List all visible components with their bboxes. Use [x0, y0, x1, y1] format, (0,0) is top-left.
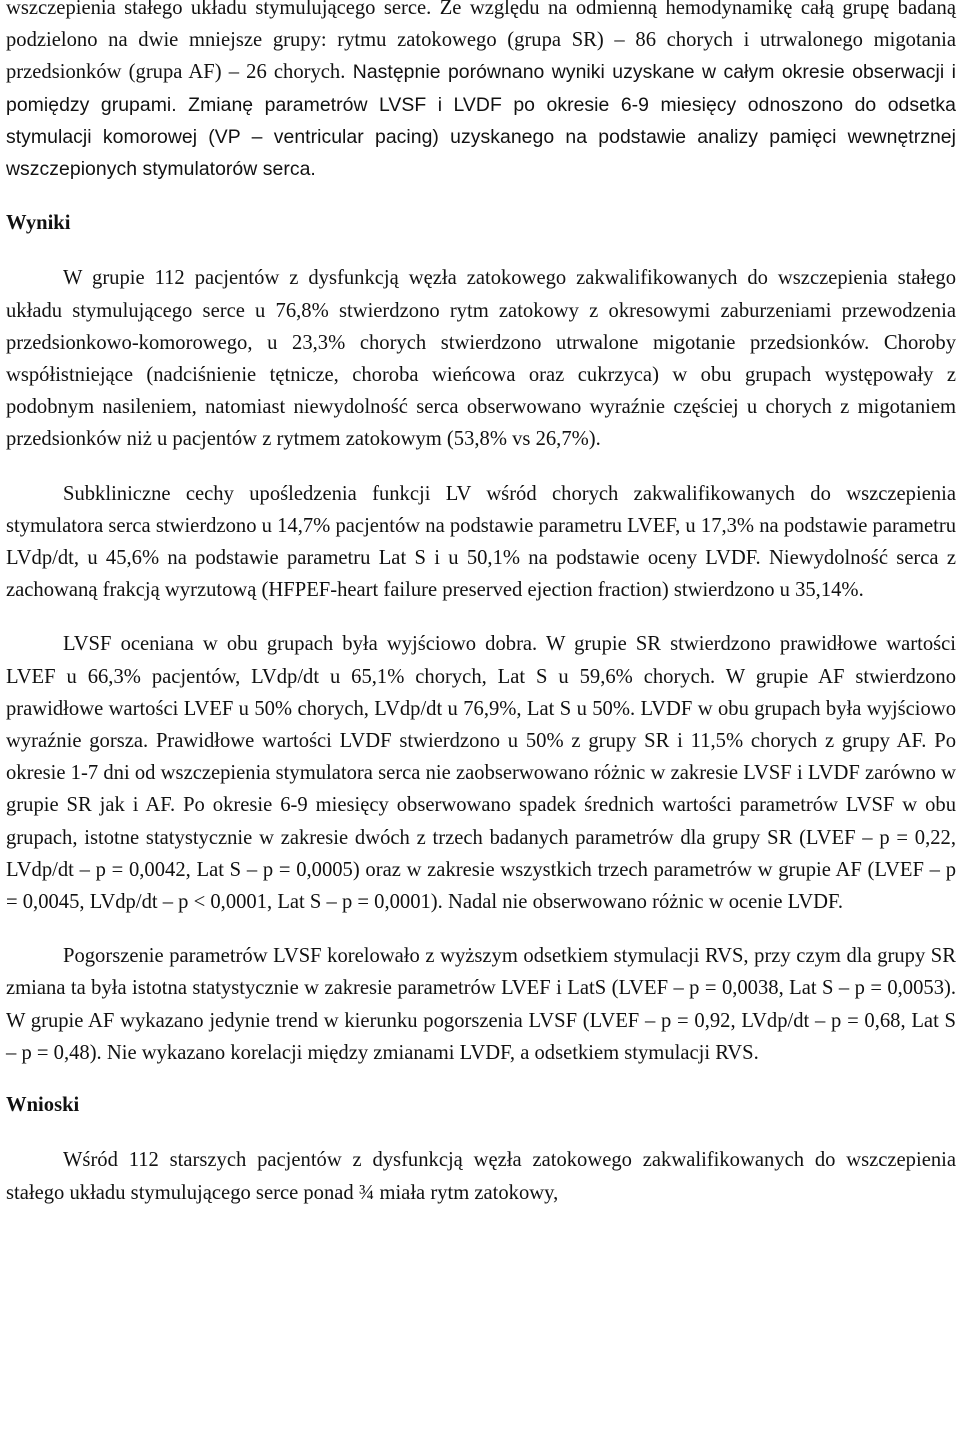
results-paragraph-4: Pogorszenie parametrów LVSF korelowało z wyższym odsetkiem stymulacji RVS, przy czym dla grupy SR zmiana ta była istotna statystycznie w zakresie parametrów LVEF i LatS (LVEF – p = 0,0038, Lat S – p = 0,0053). W grupie AF wykazano jedynie trend w kierunku pogorszenia LVSF (LVEF – p = 0,92, LVdp/dt – p = 0,68, Lat S – p = 0,48). Nie wykazano korelacji między zmianami LVDF, a odsetkiem stymulacji RVS.: [6, 945, 956, 1064]
results-heading: Wyniki: [6, 212, 71, 235]
results-paragraph-1: W grupie 112 pacjentów z dysfunkcją węzła zatokowego zakwalifikowanych do wszczepienia stałego układu stymulującego serce u 76,8% stwierdzono rytm zatokowy z okresowymi zaburzeniami przewodzenia przedsionkowo-komorowego, u 23,3% chorych stwierdzono utrwalone migotanie przedsionków. Choroby współistniejące (nadciśnienie tętnicze, choroba wieńcowa oraz cukrzyca) w obu grupach występowały z podobnym nasileniem, natomiast niewydolność serca obserwowano wyraźnie częściej u chorych z migotaniem przedsionków niż u pacjentów z rytmem zatokowym (53,8% vs 26,7%).: [6, 267, 956, 451]
results-paragraph-3: LVSF oceniana w obu grupach była wyjściowo dobra. W grupie SR stwierdzono prawidłowe wartości LVEF u 66,3% pacjentów, LVdp/dt u 65,1% chorych, Lat S u 59,6% chorych. W grupie AF stwierdzono prawidłowe wartości LVEF u 50% chorych, LVdp/dt u 76,9%, Lat S u 50%. LVDF w obu grupach była wyjściowo wyraźnie gorsza. Prawidłowe wartości LVDF stwierdzono u 50% z grupy SR i 11,5% chorych z grupy AF. Po okresie 1-7 dni od wszczepienia stymulatora serca nie zaobserwowano różnic w zakresie LVSF i LVDF zarówno w grupie SR jak i AF. Po okresie 6-9 miesięcy obserwowano spadek średnich wartości parametrów LVSF w obu grupach, istotne statystycznie w zakresie dwóch z trzech badanych parametrów dla grupy SR (LVEF – p = 0,22, LVdp/dt – p = 0,0042, Lat S – p = 0,0005) oraz w zakresie wszystkich trzech parametrów w grupie AF (LVEF – p = 0,0045, LVdp/dt – p < 0,0001, Lat S – p = 0,0001). Nadal nie obserwowano różnic w ocenie LVDF.: [6, 633, 956, 914]
methods-text-serif: wszczepienia stałego układu stymulującego serce. Ze względu na odmienną hemodynamikę całą grupę badaną podzielono na dwie mniejsze grupy: rytmu zatokowego (grupa SR) – 86 chorych i utrwalonego migotania przedsionków (grupa AF) – 26 chorych.: [6, 0, 956, 84]
conclusions-heading: Wnioski: [6, 1094, 80, 1117]
results-paragraph-2: Subkliniczne cechy upośledzenia funkcji LV wśród chorych zakwalifikowanych do wszczepienia stymulatora serca stwierdzono u 14,7% pacjentów na podstawie parametru LVEF, u 17,3% na podstawie parametru LVdp/dt, u 45,6% na podstawie parametru Lat S i u 50,1% na podstawie oceny LVDF. Niewydolność serca z zachowaną frakcją wyrzutową (HFPEF-heart failure preserved ejection fraction) stwierdzono u 35,14%.: [6, 482, 956, 602]
document-page: [6, 0, 956, 1209]
methods-paragraph: [6, 0, 956, 185]
conclusions-paragraph-1: Wśród 112 starszych pacjentów z dysfunkcją węzła zatokowego zakwalifikowanych do wszczepienia stałego układu stymulującego serce ponad ¾ miała rytm zatokowy,: [6, 1149, 956, 1204]
methods-text-sans: Następnie porównano wyniki uzyskane w całym okresie obserwacji i pomiędzy grupami. Zmianę parametrów LVSF i LVDF po okresie 6-9 miesięcy odnoszono do odsetka stymulacji komorowej (VP – ventricular pacing) uzyskanego na podstawie analizy pamięci wewnętrznej wszczepionych stymulatorów serca.: [6, 61, 956, 181]
